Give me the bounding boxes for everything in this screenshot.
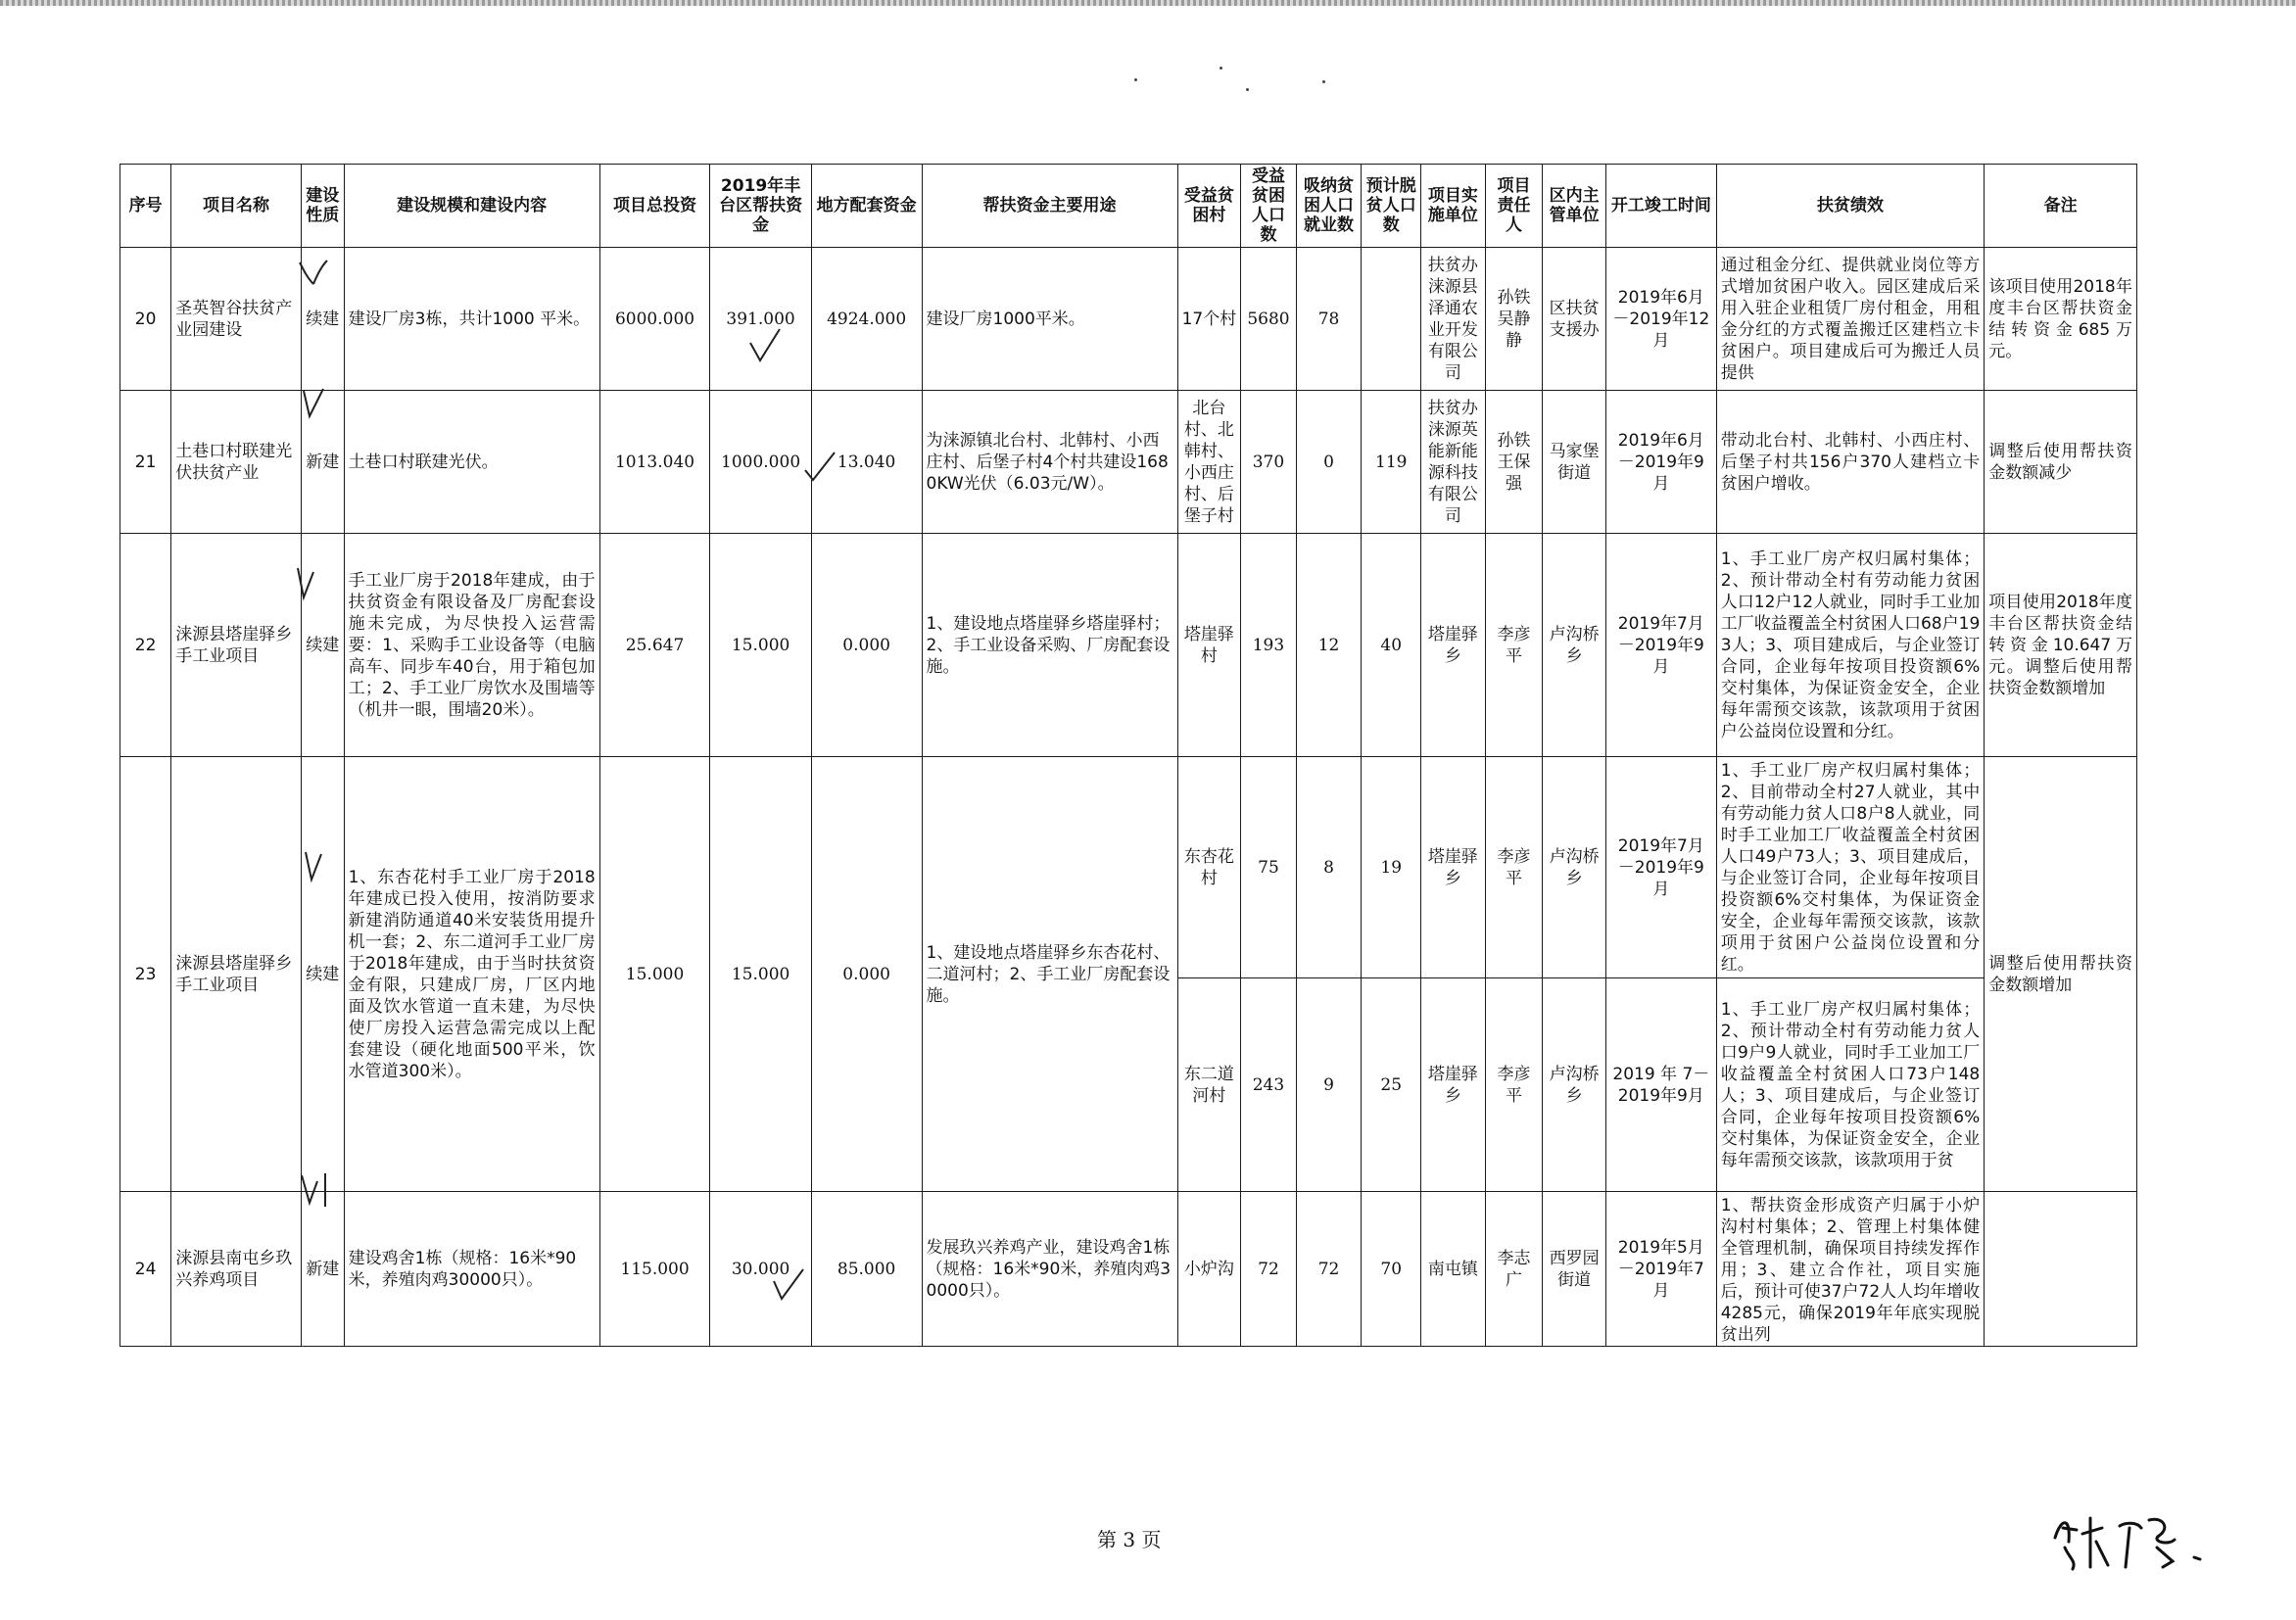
page-number: 第 3 页 bbox=[1097, 1528, 1162, 1551]
table-header-row bbox=[120, 165, 2137, 248]
effect-text: 1、手工业厂房产权归属村集体；2、目前带动全村27人就业，其中有劳动能力贫人口8户8人就业，同时手工业加工厂收益覆盖全村贫困人口49户73人；3、项目建成后，与企业签订合同，企业每年按项目投资额6%交村集体，为保证资金安全，企业每年需预交该款，该款项用于贫困户公益岗位设置和分红。 bbox=[1720, 760, 1981, 975]
cell-remark: 该项目使用2018年度丰台区帮扶资金结转资金685万元。 bbox=[1985, 248, 2137, 391]
header-village: 受益贫困村 bbox=[1177, 165, 1241, 248]
cell-scope: 土巷口村联建光伏。 bbox=[344, 391, 599, 534]
cell-unit: 塔崖驿乡 bbox=[1421, 534, 1486, 757]
cell-time: 2019年6月－2019年12月 bbox=[1605, 248, 1716, 391]
cell-people: 370 bbox=[1241, 391, 1296, 534]
cell-village: 塔崖驿村 bbox=[1177, 534, 1241, 757]
cell-person: 李彦平 bbox=[1485, 757, 1542, 978]
check-mark-icon bbox=[292, 566, 321, 605]
cell-usage: 建设厂房1000平米。 bbox=[922, 248, 1177, 391]
check-mark-icon bbox=[746, 325, 786, 368]
handwritten-signature bbox=[2047, 1499, 2233, 1577]
cell-total: 25.647 bbox=[599, 534, 710, 757]
cell-employ: 8 bbox=[1296, 757, 1362, 978]
cell-name: 涞源县南屯乡玖兴养鸡项目 bbox=[171, 1192, 302, 1347]
cell-employ: 72 bbox=[1296, 1192, 1362, 1347]
header-time: 开工竣工时间 bbox=[1605, 165, 1716, 248]
header-effect: 扶贫绩效 bbox=[1716, 165, 1985, 248]
cell-out: 70 bbox=[1362, 1192, 1421, 1347]
cell-scope: 建设鸡舍1栋（规格：16米*90米，养殖肉鸡30000只）。 bbox=[344, 1192, 599, 1347]
cell-nature: 续建 bbox=[301, 534, 344, 757]
cell-nature: 新建 bbox=[301, 1192, 344, 1347]
cell-out: 119 bbox=[1362, 391, 1421, 534]
check-mark-icon bbox=[300, 387, 329, 426]
header-scope: 建设规模和建设内容 bbox=[344, 165, 599, 248]
header-people: 受益贫困人口数 bbox=[1241, 165, 1296, 248]
cell-fengtai: 391.000 bbox=[710, 248, 811, 391]
header-remark: 备注 bbox=[1985, 165, 2137, 248]
cell-remark: 调整后使用帮扶资金数额减少 bbox=[1985, 391, 2137, 534]
cell-dept: 马家堡街道 bbox=[1543, 391, 1606, 534]
cell-people: 75 bbox=[1241, 757, 1296, 978]
cell-fengtai: 15.000 bbox=[710, 757, 811, 1192]
cell-dept: 西罗园街道 bbox=[1543, 1192, 1606, 1347]
cell-no: 20 bbox=[120, 248, 171, 391]
header-total: 项目总投资 bbox=[599, 165, 710, 248]
cell-out: 25 bbox=[1362, 978, 1421, 1192]
header-person: 项目责任人 bbox=[1485, 165, 1542, 248]
effect-text: 通过租金分红、提供就业岗位等方式增加贫困户收入。园区建成后采用入驻企业租赁厂房付租金，用租金分红的方式覆盖搬迁区建档立卡贫困户。项目建成后可为搬迁人员提供 bbox=[1720, 255, 1981, 383]
scan-specks bbox=[1126, 59, 1362, 98]
cell-fengtai: 1000.000 bbox=[710, 391, 811, 534]
effect-text: 1、手工业厂房产权归属村集体；2、预计带动全村有劳动能力贫人口9户9人就业，同时手工业加工厂收益覆盖全村贫困人口73户148人；3、项目建成后，与企业签订合同，企业每年按项目投资额6%交村集体，为保证资金安全，企业每年需预交该款，该款项用于贫 bbox=[1720, 999, 1981, 1170]
cell-time: 2019年7月－2019年9月 bbox=[1605, 757, 1716, 978]
cell-nature: 续建 bbox=[301, 248, 344, 391]
cell-person: 李志广 bbox=[1485, 1192, 1542, 1347]
scan-edge bbox=[0, 0, 2296, 6]
cell-unit: 塔崖驿乡 bbox=[1421, 757, 1486, 978]
cell-local: 0.000 bbox=[811, 534, 922, 757]
cell-out: 40 bbox=[1362, 534, 1421, 757]
cell-village: 东杏花村 bbox=[1177, 757, 1241, 978]
cell-name: 涞源县塔崖驿乡手工业项目 bbox=[171, 757, 302, 1192]
cell-people: 72 bbox=[1241, 1192, 1296, 1347]
header-out: 预计脱贫人口数 bbox=[1362, 165, 1421, 248]
table-row bbox=[120, 391, 2137, 534]
cell-effect bbox=[1716, 248, 1985, 391]
header-fengtai: 2019年丰台区帮扶资金 bbox=[710, 165, 811, 248]
cell-scope: 1、东杏花村手工业厂房于2018年建成已投入使用，按消防要求新建消防通道40米安装货用提升机一套；2、东二道河手工业厂房于2018年建成，由于当时扶贫资金有限，只建成厂房，厂区内地面及饮水管道一直未建，为尽快使厂房投入运营急需完成以上配套建设（硬化地面500平米，饮水管道300米）。 bbox=[344, 757, 599, 1192]
cell-effect: 1、手工业厂房产权归属村集体；2、预计带动全村有劳动能力贫困人口12户12人就业，同时手工业加工厂收益覆盖全村贫困人口68户193人；3、项目建成后，与企业签订合同，企业每年按项目投资额6%交村集体，为保证资金安全，企业每年需预交该款，该款项用于贫困户公益岗位设置和分红。 bbox=[1716, 534, 1985, 757]
table-row bbox=[120, 534, 2137, 757]
cell-dept: 卢沟桥乡 bbox=[1543, 757, 1606, 978]
cell-time: 2019 年 7－2019年9月 bbox=[1605, 978, 1716, 1192]
cell-scope: 手工业厂房于2018年建成，由于扶贫资金有限设备及厂房配套设施未完成，为尽快投入运营需要：1、采购手工业设备等（电脑高车、同步车40台，用于箱包加工；2、手工业厂房饮水及围墙等（机井一眼，围墙20米）。 bbox=[344, 534, 599, 757]
cell-effect bbox=[1716, 1192, 1985, 1347]
cell-usage: 1、建设地点塔崖驿乡东杏花村、二道河村；2、手工业厂房配套设施。 bbox=[922, 757, 1177, 1192]
cell-scope: 建设厂房3栋，共计1000 平米。 bbox=[344, 248, 599, 391]
check-mark-icon bbox=[294, 257, 333, 296]
cell-no: 21 bbox=[120, 391, 171, 534]
cell-village: 小炉沟 bbox=[1177, 1192, 1241, 1347]
cell-village: 北台村、北韩村、小西庄村、后堡子村 bbox=[1177, 391, 1241, 534]
cell-unit: 塔崖驿乡 bbox=[1421, 978, 1486, 1192]
cell-employ: 9 bbox=[1296, 978, 1362, 1192]
cell-usage: 发展玖兴养鸡产业，建设鸡舍1栋（规格：16米*90米，养殖肉鸡30000只）。 bbox=[922, 1192, 1177, 1347]
cell-usage: 为涞源镇北台村、北韩村、小西庄村、后堡子村4个村共建设1680KW光伏（6.03元/W）。 bbox=[922, 391, 1177, 534]
cell-fengtai: 30.000 bbox=[710, 1192, 811, 1347]
cell-remark: 调整后使用帮扶资金数额增加 bbox=[1985, 757, 2137, 1192]
cell-person: 李彦平 bbox=[1485, 534, 1542, 757]
cell-person: 李彦平 bbox=[1485, 978, 1542, 1192]
cell-dept: 卢沟桥乡 bbox=[1543, 534, 1606, 757]
effect-text: 1、帮扶资金形成资产归属于小炉沟村村集体；2、管理上村集体健全管理机制，确保项目持续发挥作用；3、建立合作社，项目实施后，预计可使37户72人人均年增收4285元，确保2019年年底实现脱贫出列 bbox=[1720, 1195, 1981, 1344]
cell-employ: 12 bbox=[1296, 534, 1362, 757]
header-no: 序号 bbox=[120, 165, 171, 248]
cell-no: 24 bbox=[120, 1192, 171, 1347]
cell-person: 孙铁吴静静 bbox=[1485, 248, 1542, 391]
cell-local: 0.000 bbox=[811, 757, 922, 1192]
cell-people: 193 bbox=[1241, 534, 1296, 757]
cell-name: 圣英智谷扶贫产业园建设 bbox=[171, 248, 302, 391]
cell-village: 17个村 bbox=[1177, 248, 1241, 391]
cell-local: 13.040 bbox=[811, 391, 922, 534]
header-usage: 帮扶资金主要用途 bbox=[922, 165, 1177, 248]
header-nature: 建设性质 bbox=[301, 165, 344, 248]
cell-effect: 带动北台村、北韩村、小西庄村、后堡子村共156户370人建档立卡贫困户增收。 bbox=[1716, 391, 1985, 534]
cell-no: 22 bbox=[120, 534, 171, 757]
cell-name: 土巷口村联建光伏扶贫产业 bbox=[171, 391, 302, 534]
cell-remark: 项目使用2018年度丰台区帮扶资金结转资金10.647万元。调整后使用帮扶资金数额增加 bbox=[1985, 534, 2137, 757]
check-mark-icon bbox=[770, 1265, 809, 1305]
header-local: 地方配套资金 bbox=[811, 165, 922, 248]
cell-no: 23 bbox=[120, 757, 171, 1192]
cell-employ: 0 bbox=[1296, 391, 1362, 534]
cell-dept: 区扶贫支援办 bbox=[1543, 248, 1606, 391]
cell-fengtai: 15.000 bbox=[710, 534, 811, 757]
header-dept: 区内主管单位 bbox=[1543, 165, 1606, 248]
cell-total: 6000.000 bbox=[599, 248, 710, 391]
header-unit: 项目实施单位 bbox=[1421, 165, 1486, 248]
cell-people: 243 bbox=[1241, 978, 1296, 1192]
header-employ: 吸纳贫困人口就业数 bbox=[1296, 165, 1362, 248]
cell-total: 15.000 bbox=[599, 757, 710, 1192]
cell-effect bbox=[1716, 757, 1985, 978]
header-name: 项目名称 bbox=[171, 165, 302, 248]
cell-local: 4924.000 bbox=[811, 248, 922, 391]
cell-unit: 扶贫办涞源英能新能源科技有限公司 bbox=[1421, 391, 1486, 534]
table-row bbox=[120, 248, 2137, 391]
cell-local: 85.000 bbox=[811, 1192, 922, 1347]
cell-time: 2019年7月－2019年9月 bbox=[1605, 534, 1716, 757]
cell-person: 孙铁王保强 bbox=[1485, 391, 1542, 534]
cell-nature: 续建 bbox=[301, 757, 344, 1192]
cell-nature: 新建 bbox=[301, 391, 344, 534]
cell-name: 涞源县塔崖驿乡手工业项目 bbox=[171, 534, 302, 757]
cell-village: 东二道河村 bbox=[1177, 978, 1241, 1192]
cell-time: 2019年5月－2019年7月 bbox=[1605, 1192, 1716, 1347]
check-mark-icon bbox=[300, 850, 329, 889]
cell-effect bbox=[1716, 978, 1985, 1192]
cell-dept: 卢沟桥乡 bbox=[1543, 978, 1606, 1192]
check-mark-icon bbox=[296, 1171, 335, 1211]
cell-usage: 1、建设地点塔崖驿乡塔崖驿村；2、手工业设备采购、厂房配套设施。 bbox=[922, 534, 1177, 757]
cell-time: 2019年6月－2019年9月 bbox=[1605, 391, 1716, 534]
table-row bbox=[120, 757, 2137, 978]
cell-total: 1013.040 bbox=[599, 391, 710, 534]
cell-unit: 南屯镇 bbox=[1421, 1192, 1486, 1347]
table-row bbox=[120, 1192, 2137, 1347]
cell-remark bbox=[1985, 1192, 2137, 1347]
cell-employ: 78 bbox=[1296, 248, 1362, 391]
cell-out: 19 bbox=[1362, 757, 1421, 978]
check-mark-icon bbox=[801, 445, 840, 484]
cell-people: 5680 bbox=[1241, 248, 1296, 391]
cell-unit: 扶贫办涞源县泽通农业开发有限公司 bbox=[1421, 248, 1486, 391]
poverty-project-table bbox=[120, 164, 2137, 1347]
cell-total: 115.000 bbox=[599, 1192, 710, 1347]
cell-out bbox=[1362, 248, 1421, 391]
